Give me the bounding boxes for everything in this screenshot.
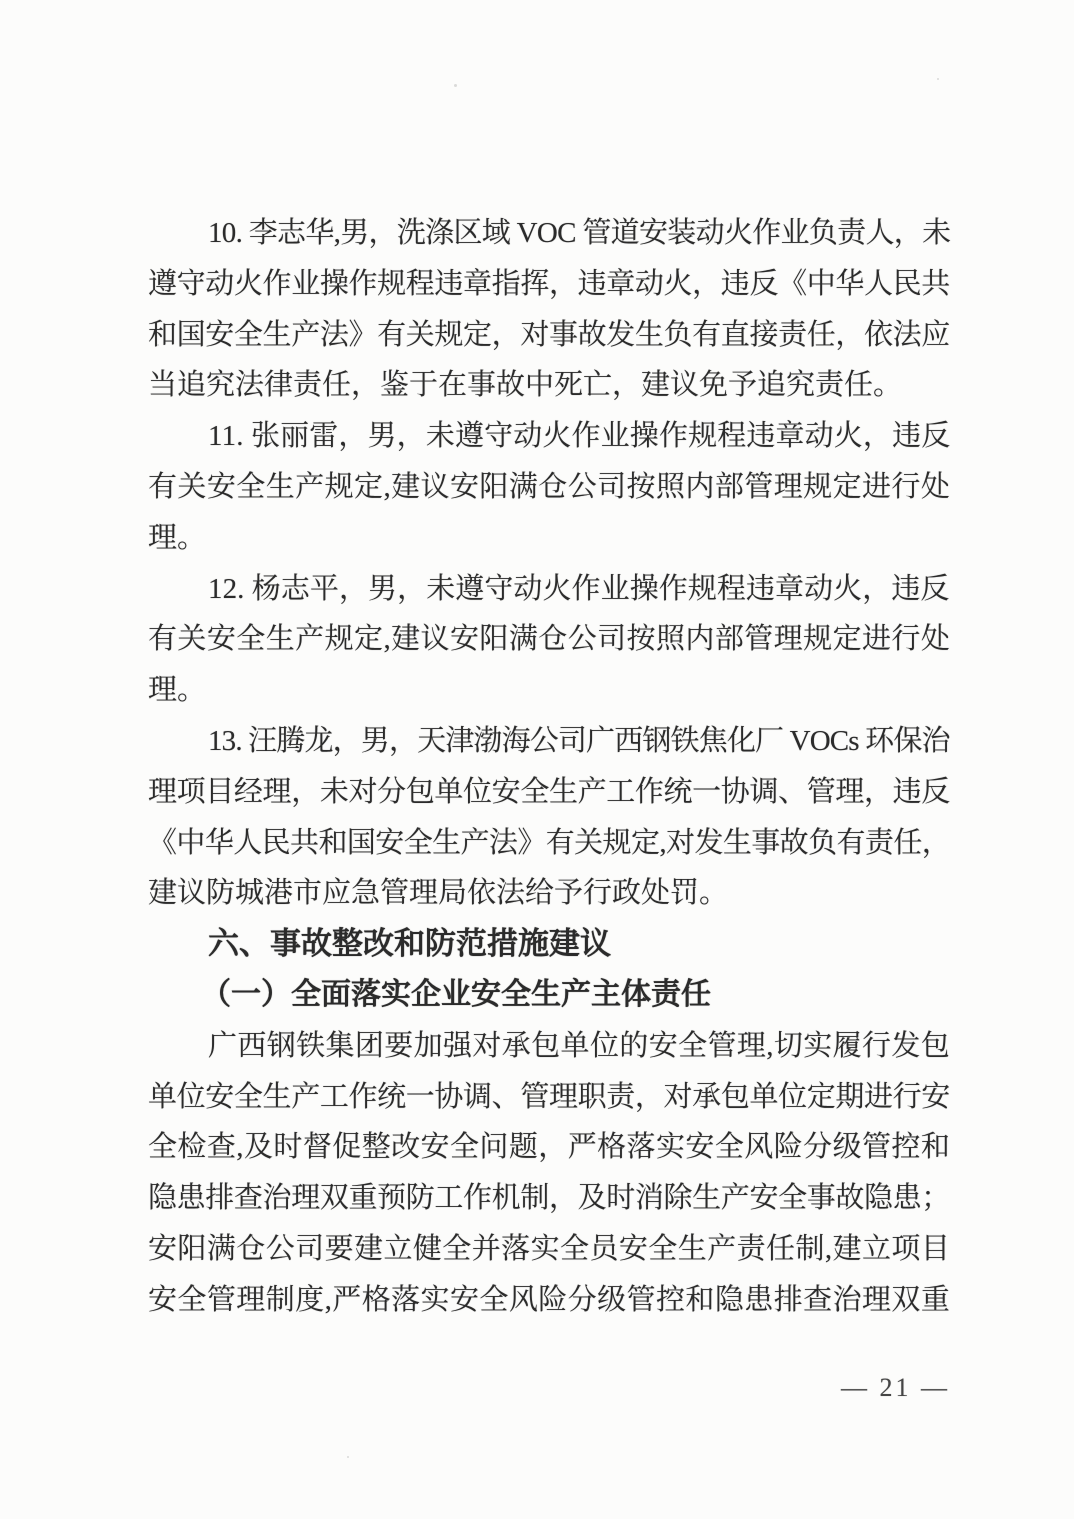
text-line — [148, 1021, 950, 1072]
scan-speck — [347, 1456, 349, 1458]
text-line-content: 安全管理制度,严格落实安全风险分级管控和隐患排查治理双重 — [148, 1283, 951, 1316]
text-line-content: 有关安全生产规定,建议安阳满仓公司按照内部管理规定进行处 — [148, 623, 951, 656]
text-line-content: 《中华人民共和国安全生产法》有关规定,对发生事故负有责任， — [148, 826, 951, 859]
text-line-content: 全检查,及时督促整改安全问题，严格落实安全风险分级管控和 — [148, 1131, 951, 1164]
text-line-content: 遵守动火作业操作规程违章指挥，违章动火，违反《中华人民共 — [148, 267, 950, 300]
text-line — [148, 868, 950, 919]
text-line-content: 广西钢铁集团要加强对承包单位的安全管理,切实履行发包 — [208, 1029, 951, 1062]
text-line-content: 当追究法律责任，鉴于在事故中死亡，建议免予追究责任。 — [148, 369, 903, 402]
text-line-content: 10. 李志华,男，洗涤区域 VOC 管道安装动火作业负责人，未 — [208, 217, 951, 249]
text-line — [148, 1173, 950, 1224]
text-line-content: 和国安全生产法》有关规定，对事故发生负有直接责任，依法应 — [148, 318, 950, 351]
text-line-content: 11. 张丽雷，男，未遵守动火作业操作规程违章动火，违反 — [208, 420, 951, 453]
text-line — [148, 818, 950, 869]
sub-heading — [148, 970, 950, 1021]
page-number: — 21 — — [841, 1373, 950, 1402]
text-line — [148, 564, 950, 615]
text-line — [148, 767, 950, 818]
text-line — [148, 360, 950, 411]
scan-speck — [454, 84, 457, 87]
text-line — [148, 1072, 950, 1123]
text-line-content: 理。 — [148, 521, 207, 554]
text-line-content: 安阳满仓公司要建立健全并落实全员安全生产责任制,建立项目 — [148, 1232, 951, 1265]
text-line — [148, 716, 950, 767]
text-line-content: 有关安全生产规定,建议安阳满仓公司按照内部管理规定进行处 — [148, 470, 951, 503]
text-line-content: 理项目经理，未对分包单位安全生产工作统一协调、管理，违反 — [148, 775, 950, 808]
text-line — [148, 614, 950, 665]
text-line-content: 12. 杨志平，男，未遵守动火作业操作规程违章动火，违反 — [208, 572, 950, 605]
text-line — [148, 1224, 950, 1275]
text-line-content: 六、事故整改和防范措施建议 — [208, 926, 611, 962]
text-line-content: 单位安全生产工作统一协调、管理职责，对承包单位定期进行安 — [148, 1080, 950, 1113]
scan-speck — [157, 344, 159, 346]
text-line-content: 建议防城港市应急管理局依法给予行政处罚。 — [148, 877, 729, 910]
text-line-content: 13. 汪腾龙，男，天津渤海公司广西钢铁焦化厂 VOCs 环保治 — [208, 724, 950, 757]
text-line — [148, 310, 950, 361]
document-body — [148, 208, 950, 1326]
text-line — [148, 462, 950, 513]
text-line — [148, 1122, 950, 1173]
text-line — [148, 208, 950, 259]
text-line-content: 隐患排查治理双重预防工作机制，及时消除生产安全事故隐患； — [148, 1182, 950, 1215]
text-line-content: （一）全面落实企业安全生产主体责任 — [201, 977, 711, 1011]
text-line — [148, 1275, 950, 1326]
text-line — [148, 411, 950, 462]
section-heading — [148, 919, 950, 970]
text-line — [148, 513, 950, 564]
scan-speck — [937, 78, 939, 80]
text-line — [148, 665, 950, 716]
text-line-content: 理。 — [148, 674, 207, 707]
text-line — [148, 259, 950, 310]
